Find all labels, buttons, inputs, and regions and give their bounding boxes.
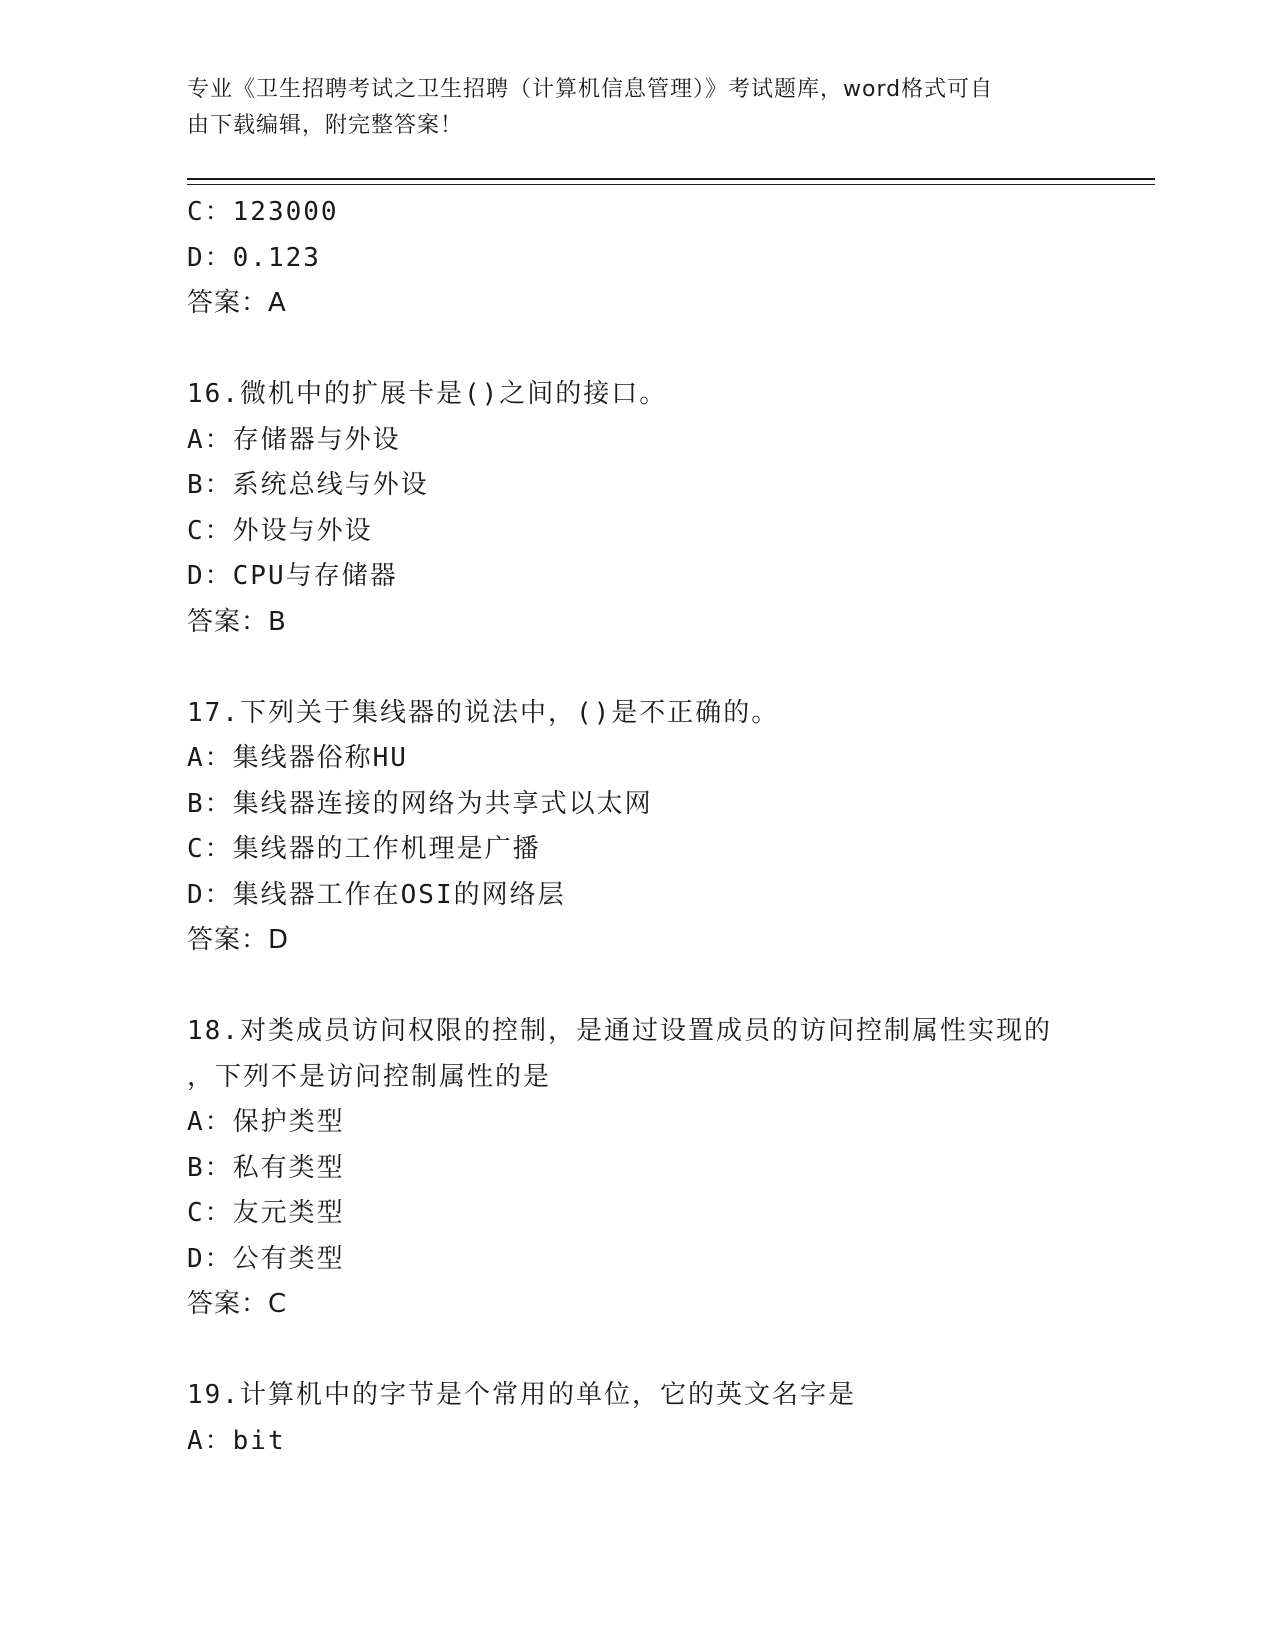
option-c: C：集线器的工作机理是广播 xyxy=(187,834,541,864)
document-header xyxy=(187,72,1087,144)
question-block-15 xyxy=(187,190,1087,327)
question-block-19 xyxy=(187,1373,1087,1464)
question-text: 17.下列关于集线器的说法中，()是不正确的。 xyxy=(187,697,780,728)
header-line-2: 由下载编辑，附完整答案！ xyxy=(187,113,464,138)
option-d: D：公有类型 xyxy=(187,1243,345,1274)
question-text-line-2: ，下列不是访问控制属性的是 xyxy=(187,1061,552,1092)
question-block-18 xyxy=(187,1009,1087,1328)
option-a: A：保护类型 xyxy=(187,1107,345,1137)
answer-label: 答案：D xyxy=(187,925,290,955)
option-c: C：123000 xyxy=(187,197,339,227)
answer-label: 答案：A xyxy=(187,288,287,318)
option-d: D：0.123 xyxy=(187,242,321,273)
question-text: 16.微机中的扩展卡是()之间的接口。 xyxy=(187,379,668,409)
answer-label: 答案：C xyxy=(187,1289,288,1319)
header-divider-thin xyxy=(187,184,1155,185)
answer-label: 答案：B xyxy=(187,606,287,637)
spacer xyxy=(187,645,1087,691)
option-b: B：系统总线与外设 xyxy=(187,470,429,500)
option-d: D：CPU与存储器 xyxy=(187,561,398,591)
question-block-17 xyxy=(187,691,1087,964)
option-a: A：bit xyxy=(187,1425,286,1456)
option-d: D：集线器工作在OSI的网络层 xyxy=(187,879,566,910)
spacer xyxy=(187,964,1087,1010)
option-b: B：集线器连接的网络为共享式以太网 xyxy=(187,788,653,819)
option-a: A：集线器俗称HU xyxy=(187,743,408,773)
option-c: C：友元类型 xyxy=(187,1198,345,1228)
question-block-16 xyxy=(187,372,1087,645)
header-divider-thick xyxy=(187,178,1155,180)
question-text: 19.计算机中的字节是个常用的单位，它的英文名字是 xyxy=(187,1380,856,1410)
question-text-line-1: 18.对类成员访问权限的控制，是通过设置成员的访问控制属性实现的 xyxy=(187,1016,1052,1046)
spacer xyxy=(187,1328,1087,1374)
header-line-1: 专业《卫生招聘考试之卫生招聘（计算机信息管理）》考试题库，word格式可自 xyxy=(187,77,994,102)
option-c: C：外设与外设 xyxy=(187,515,373,546)
spacer xyxy=(187,327,1087,373)
option-b: B：私有类型 xyxy=(187,1152,345,1183)
question-list xyxy=(187,190,1087,1464)
option-a: A：存储器与外设 xyxy=(187,424,401,455)
